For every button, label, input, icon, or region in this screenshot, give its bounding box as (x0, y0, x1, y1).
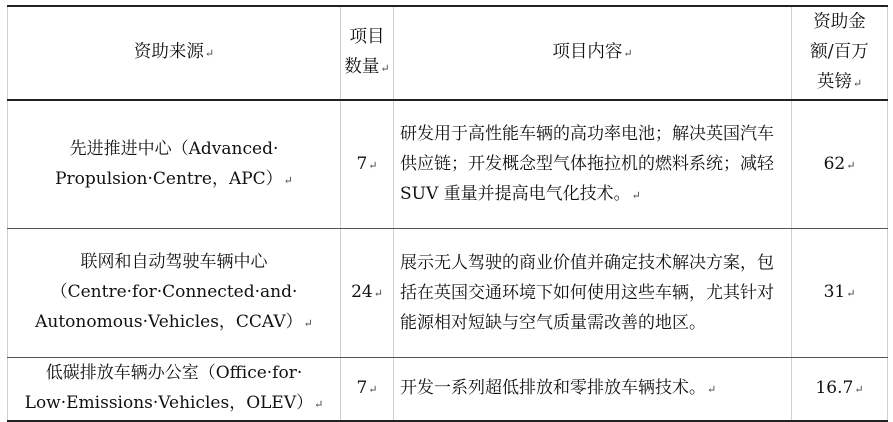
cell-content (394, 100, 792, 229)
cell-content (394, 229, 792, 358)
paragraph-mark-icon: ↵ (852, 77, 863, 90)
header-amount-line-1: 资助金 (813, 12, 866, 32)
amount-value: 16.7 (815, 378, 854, 398)
source-line-1: 先进推进中心（Advanced· (69, 138, 279, 159)
paragraph-mark-icon: ↵ (283, 173, 293, 187)
table-header-row (8, 6, 888, 100)
header-amount-line-3-wrap (792, 67, 887, 99)
paragraph-mark-icon: ↵ (707, 383, 717, 396)
cell-source (8, 358, 341, 422)
header-amount-line-2: 额/百万 (810, 42, 869, 62)
paragraph-mark-icon: ↵ (854, 383, 864, 396)
cell-amount (792, 100, 888, 229)
cell-content (394, 358, 792, 422)
header-amount-line-3: 英镑 (816, 72, 852, 92)
header-content-label: 项目内容 (552, 42, 623, 62)
header-content (394, 6, 792, 100)
header-source (8, 6, 341, 100)
funding-table (7, 5, 888, 422)
paragraph-mark-icon: ↵ (631, 188, 641, 202)
header-count-line-2: 数量 (344, 57, 380, 77)
source-line-2: （Centre·for·Connected·and· (50, 282, 298, 302)
paragraph-mark-icon: ↵ (380, 62, 390, 75)
paragraph-mark-icon: ↵ (368, 158, 378, 172)
paragraph-mark-icon: ↵ (303, 317, 313, 330)
table-row (8, 229, 888, 358)
content-text: 研发用于高性能车辆的高功率电池；解决英国汽车供应链；开发概念型气体拖拉机的燃料系统；减轻 SUV 重量并提高电气化技术。 (400, 123, 774, 204)
paragraph-mark-icon: ↵ (846, 287, 856, 300)
cell-amount (792, 229, 888, 358)
source-line-2-wrap (14, 164, 334, 196)
paragraph-mark-icon: ↵ (846, 158, 856, 172)
paragraph-mark-icon: ↵ (623, 47, 633, 60)
paragraph-mark-icon: ↵ (373, 287, 383, 300)
content-text: 开发一系列超低排放和零排放车辆技术。 (400, 378, 706, 398)
table-row (8, 358, 888, 422)
header-count (341, 6, 394, 100)
source-line-3: Autonomous·Vehicles，CCAV） (35, 312, 303, 332)
cell-source (8, 100, 341, 229)
paragraph-mark-icon: ↵ (368, 383, 378, 396)
paragraph-mark-icon: ↵ (204, 47, 215, 60)
header-source-label: 资助来源 (133, 42, 204, 62)
count-value: 24 (351, 282, 373, 302)
cell-count (341, 100, 394, 229)
header-amount (792, 6, 888, 100)
amount-value: 62 (823, 153, 846, 174)
paragraph-mark-icon: ↵ (314, 398, 324, 411)
cell-count (341, 229, 394, 358)
source-line-1: 联网和自动驾驶车辆中心 (80, 252, 268, 272)
source-line-2: Low·Emissions·Vehicles，OLEV） (24, 393, 314, 413)
cell-source (8, 229, 341, 358)
source-line-1: 低碳排放车辆办公室（Office·for· (45, 363, 303, 383)
header-count-line-2-wrap (341, 52, 393, 84)
cell-count (341, 358, 394, 422)
amount-value: 31 (823, 282, 846, 302)
count-value: 7 (356, 153, 368, 174)
source-line-2: Propulsion·Centre，APC） (55, 168, 283, 189)
table-row (8, 100, 888, 229)
header-count-line-1: 项目 (349, 27, 385, 47)
source-line-2-wrap (14, 388, 334, 420)
cell-amount (792, 358, 888, 422)
source-line-3-wrap (14, 307, 334, 339)
content-text: 展示无人驾驶的商业价值并确定技术解决方案，包括在英国交通环境下如何使用这些车辆，尤其针对能源相对短缺与空气质量需改善的地区。 (400, 253, 774, 333)
count-value: 7 (356, 378, 368, 398)
